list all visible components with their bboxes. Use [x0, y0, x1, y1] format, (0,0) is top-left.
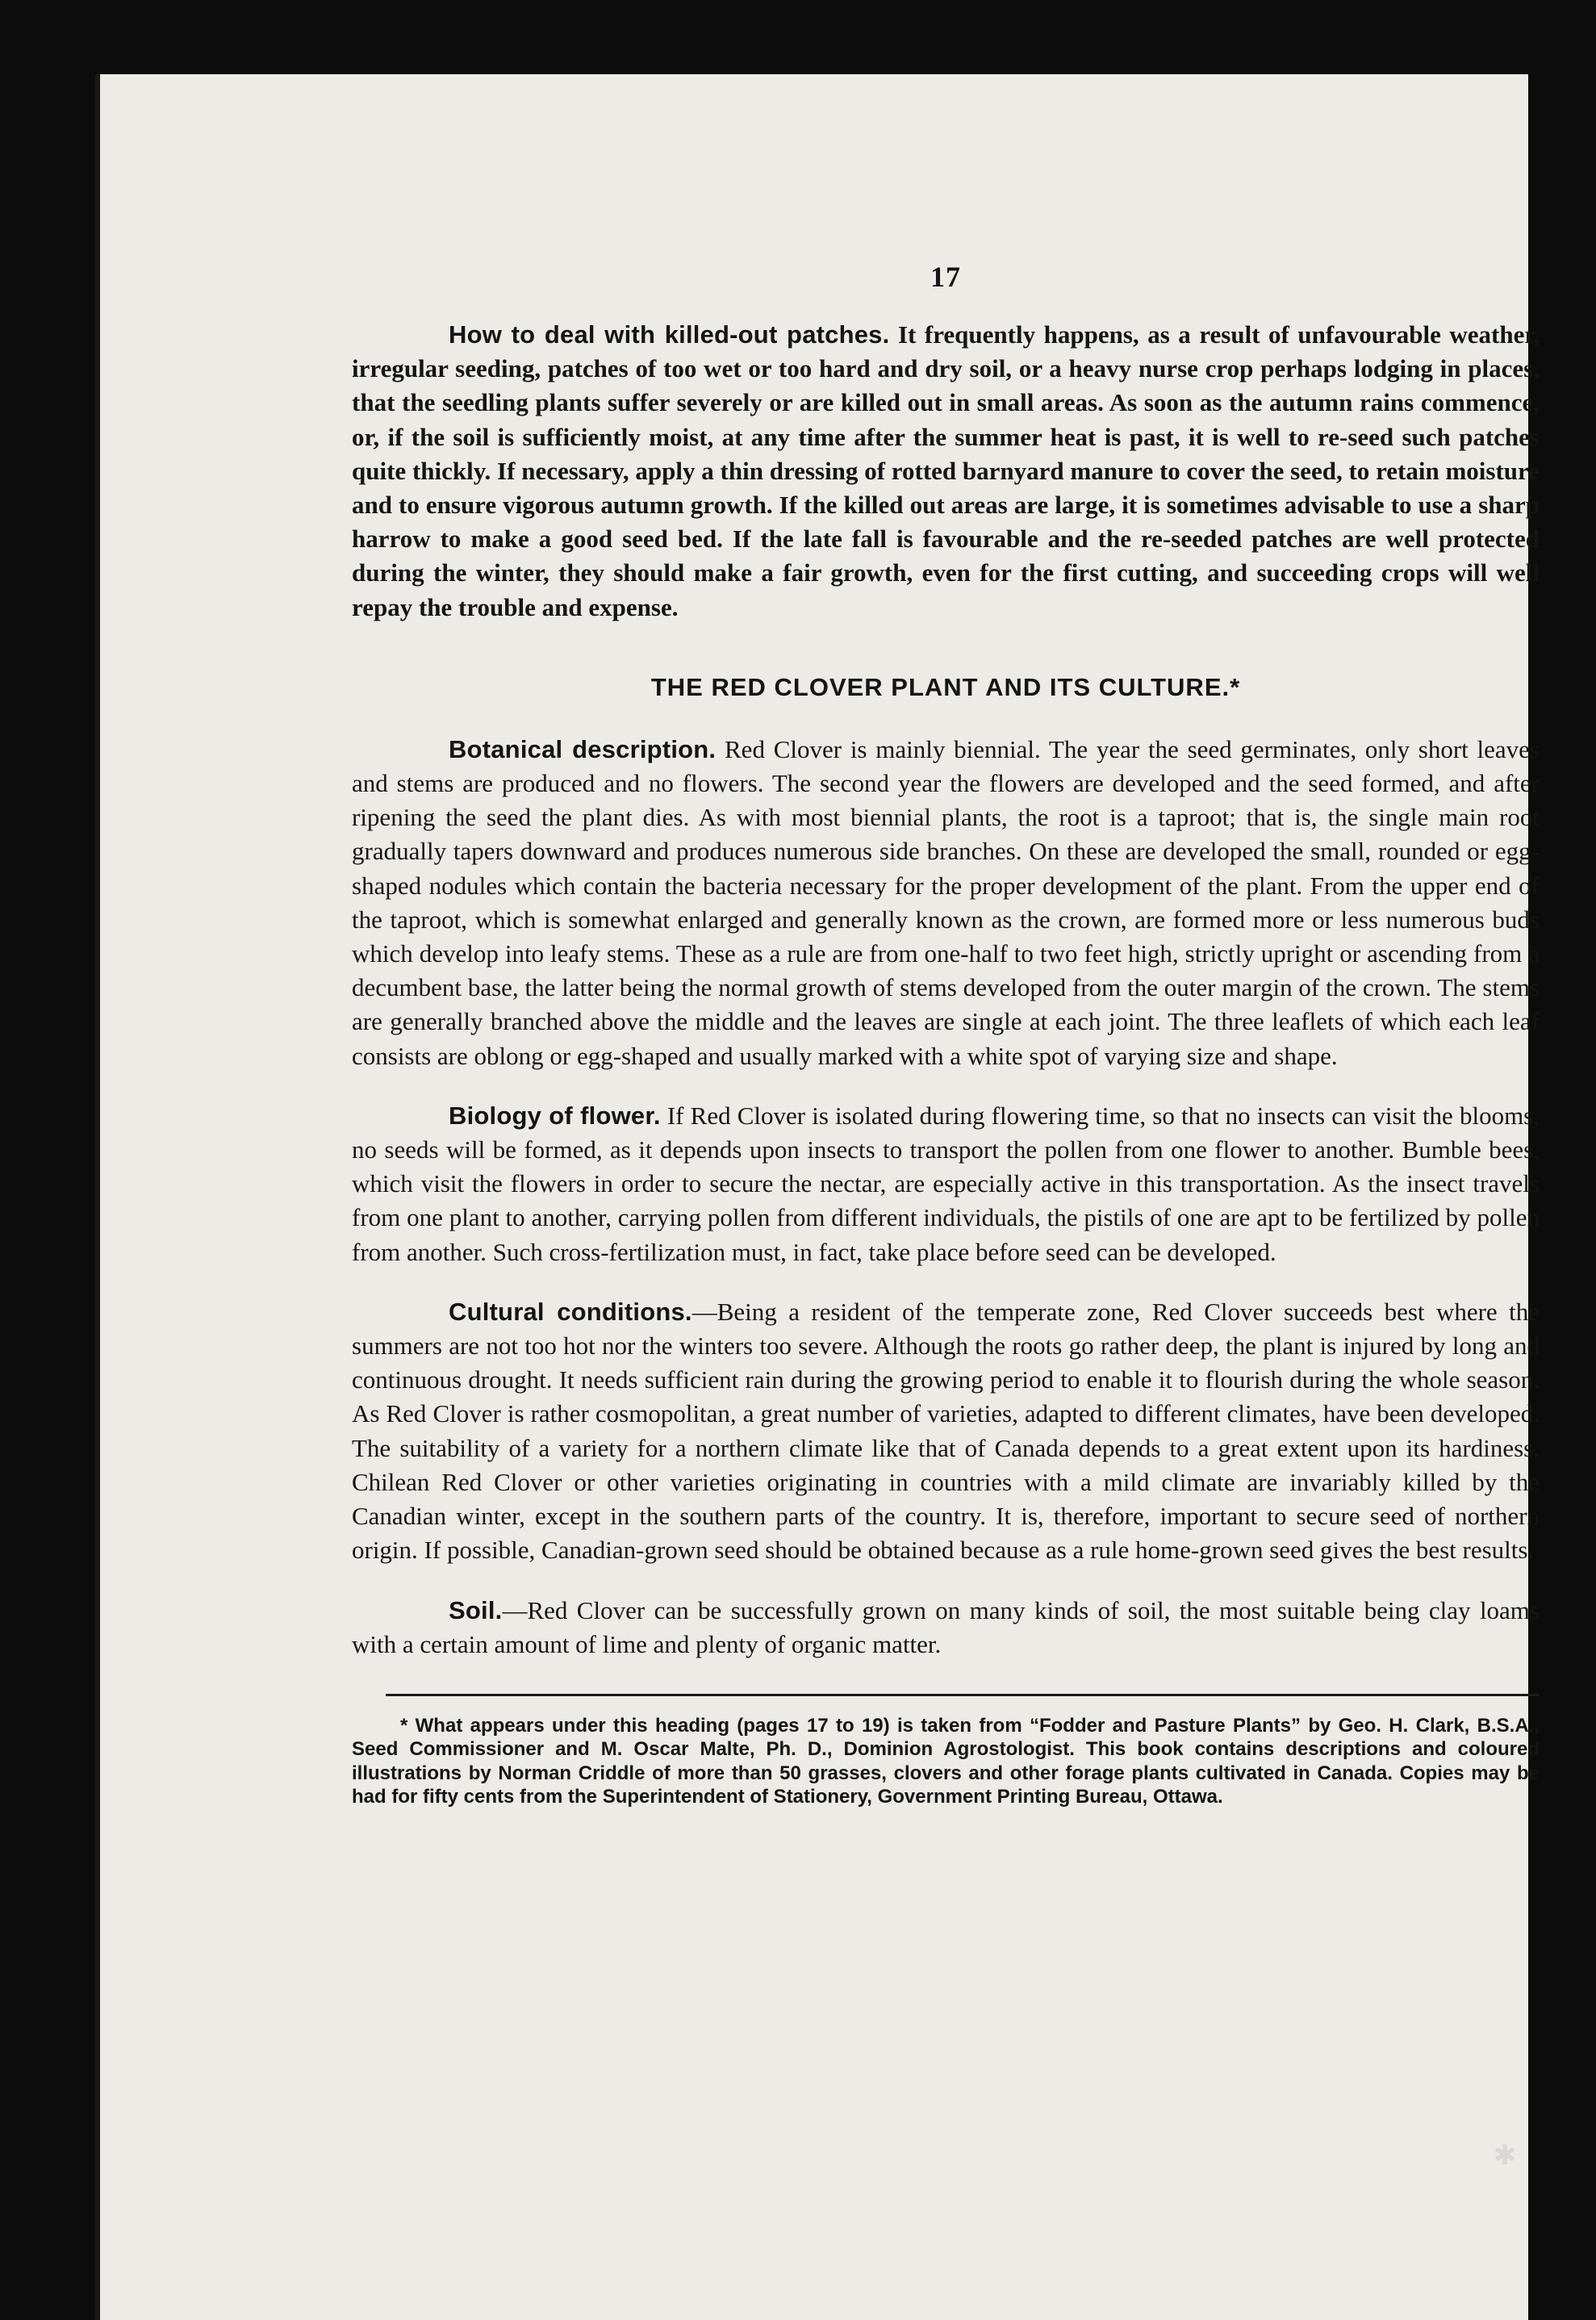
paragraph-body: —Being a resident of the temperate zone, Red Clover succeeds best where the summers are not too hot nor the winters too severe. Although the roots go rather deep, the plant is injured by long and continuous drought. It needs sufficient rain during the growing period to enable it to flourish during the whole season. As Red Clover is rather cosmopolitan, a great number of varieties, adapted to different climates, have been developed. The suitability of a variety for a northern climate like that of Canada depends to a great extent upon its hardiness. Chilean Red Clover or other varieties originating in countries with a mild climate are invariably killed by the Canadian winter, except in the southern parts of the country. It is, therefore, important to secure seed of northern origin. If possible, Canadian-grown seed should be obtained because as a rule home-grown seed gives the best results. [352, 1297, 1540, 1565]
paragraph-heading: Soil. [449, 1595, 503, 1624]
page-number: 17 [930, 261, 961, 293]
paragraph-heading: Cultural conditions. [449, 1297, 692, 1326]
paragraph-botanical-description [352, 733, 1540, 1073]
document-page [95, 74, 1540, 2320]
paragraph-heading: How to deal with killed-out patches. [449, 320, 890, 349]
paragraph-killed-out-patches [352, 318, 1540, 625]
paragraph-body: —Red Clover can be successfully grown on many kinds of soil, the most suitable being clay loams with a certain amount of lime and plenty of organic matter. [352, 1595, 1540, 1658]
footnote-divider [386, 1694, 1540, 1696]
footnote: * What appears under this heading (pages 17 to 19) is taken from “Fodder and Pasture Plants” by Geo. H. Clark, B.S.A., Seed Commissioner and M. Oscar Malte, Ph. D., Dominion Agrostologist. This book contains descriptions and coloured illustrations by Norman Criddle of more than 50 grasses, clovers and other forage plants cultivated in Canada. Copies may be had for fifty cents from the Superintendent of Stationery, Government Printing Bureau, Ottawa. [352, 1714, 1540, 1808]
paragraph-body: If Red Clover is isolated during flowering time, so that no insects can visit the blooms, no seeds will be formed, as it depends upon insects to transport the pollen from one flower to another. Bumble bees, which visit the flowers in order to secure the nectar, are especially active in this transportation. As the insect travels from one plant to another, carrying pollen from different individuals, the pistils of one are apt to be fertilized by pollen from another. Such cross-fertilization must, in fact, take place before seed can be developed. [352, 1101, 1540, 1266]
paragraph-body: Red Clover is mainly biennial. The year the seed germinates, only short leaves and stems are produced and no flowers. The second year the flowers are developed and the seed formed, and after ripening the seed the plant dies. As with most biennial plants, the root is a taproot; that is, the single main root gradually tapers downward and produces numerous side branches. On these are developed the small, rounded or egg-shaped nodules which contain the bacteria necessary for the proper development of the plant. From the upper end of the taproot, which is somewhat enlarged and generally known as the crown, are formed more or less numerous buds which develop into leafy stems. These as a rule are from one-half to two feet high, strictly upright or ascending from a decumbent base, the latter being the normal growth of stems developed from the outer margin of the crown. The stems are generally branched above the middle and the leaves are single at each joint. The three leaflets of which each leaf consists are oblong or egg-shaped and usually marked with a white spot of varying size and shape. [352, 734, 1540, 1070]
paragraph-biology-of-flower [352, 1099, 1540, 1269]
paragraph-cultural-conditions [352, 1295, 1540, 1568]
paragraph-soil [352, 1594, 1540, 1662]
paragraph-body: It frequently happens, as a result of unfavourable weather, irregular seeding, patches of too wet or too hard and dry soil, or a heavy nurse crop perhaps lodging in places, that the seedling plants suffer severely or are killed out in small areas. As soon as the autumn rains commence, or, if the soil is sufficiently moist, at any time after the summer heat is past, it is well to re-seed such patches quite thickly. If necessary, apply a thin dressing of rotted barnyard manure to cover the seed, to retain moisture and to ensure vigorous autumn growth. If the killed out areas are large, it is sometimes advisable to use a sharp harrow to make a good seed bed. If the late fall is favourable and the re-seeded patches are well protected during the winter, they should make a fair growth, even for the first cutting, and succeeding crops will well repay the trouble and expense. [352, 320, 1540, 621]
paragraph-heading: Botanical description. [449, 734, 717, 763]
section-title: THE RED CLOVER PLANT AND ITS CULTURE.* [650, 672, 1241, 701]
text-block [352, 260, 1540, 1809]
paragraph-heading: Biology of flower. [449, 1101, 661, 1130]
scan-artifact-icon: ✱ [1493, 2141, 1517, 2171]
